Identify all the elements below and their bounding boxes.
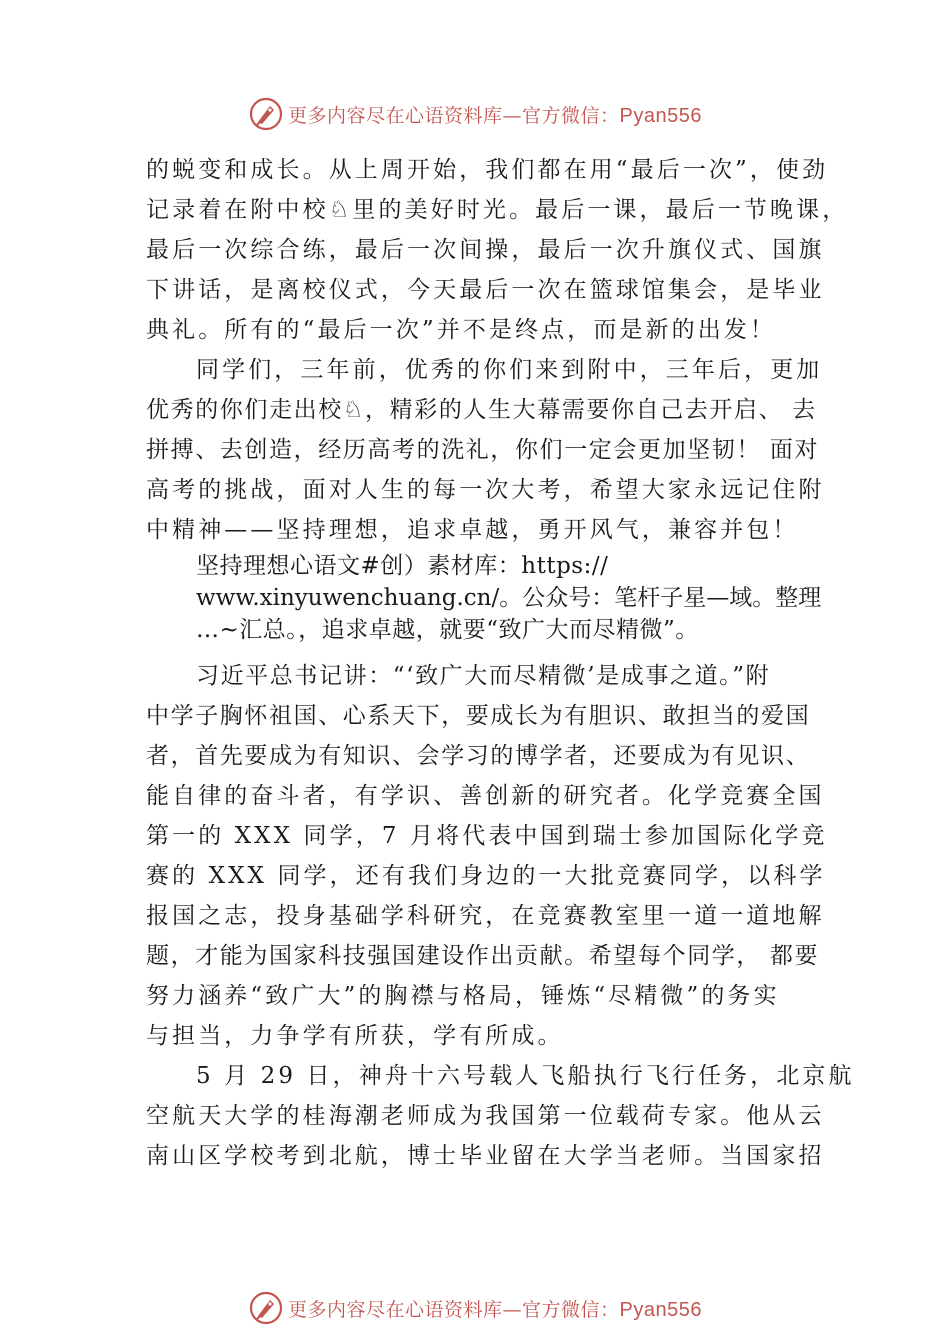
text-line: 报国之志，投身基础学科研究，在竞赛教室里一道一道地解 [146, 903, 825, 929]
text-line: 记录着在附中校♘里的美好时光。最后一课，最后一节晚课， [146, 197, 849, 223]
text-line: 赛的 XXX 同学，还有我们身边的一大批竞赛同学，以科学 [146, 863, 826, 889]
header-banner-text: 更多内容尽在心语资料库—官方微信：Pyan556 [288, 104, 702, 127]
text-line: 坚持理想心语文#创）素材库：https:// [196, 553, 609, 579]
text-line: 同学们，三年前，优秀的你们来到附中，三年后，更加 [196, 357, 823, 383]
text-line: 能自律的奋斗者，有学识、善创新的研究者。化学竞赛全国 [146, 783, 825, 809]
text-line: 努力涵养“致广大”的胸襟与格局，锤炼“尽精微”的务实 [146, 983, 780, 1009]
text-line: 中精神——坚持理想，追求卓越，勇开风气，兼容并包！ [146, 517, 799, 543]
text-line: 典礼。所有的“最后一次”并不是终点，而是新的出发！ [146, 317, 777, 343]
text-line: 空航天大学的桂海潮老师成为我国第一位载荷专家。他从云 [146, 1103, 825, 1129]
header-banner [0, 94, 950, 134]
text-line: 第一的 XXX 同学，7 月将代表中国到瑞士参加国际化学竞 [146, 823, 828, 849]
text-line: 题，才能为国家科技强国建设作出贡献。希望每个同学， 都要 [146, 943, 820, 969]
text-line: 优秀的你们走出校♘，精彩的人生大幕需要你自己去开启、 去 [146, 397, 817, 423]
text-line: 5 月 29 日，神舟十六号载人飞船执行飞行任务，北京航 [196, 1063, 855, 1089]
footer-banner [0, 1288, 950, 1328]
text-line: 拼搏、去创造，经历高考的洗礼，你们一定会更加坚韧！ 面对 [146, 437, 820, 463]
text-line: www.xinyuwenchuang.cn/。公众号：笔杆子星—域。整理 [196, 585, 822, 611]
pen-nib-logo-icon [248, 96, 284, 132]
text-line: 高考的挑战，面对人生的每一次大考，希望大家永远记住附 [146, 477, 825, 503]
pen-nib-logo-icon [248, 1290, 284, 1326]
text-line: 最后一次综合练，最后一次间操，最后一次升旗仪式、国旗 [146, 237, 825, 263]
text-line: 习近平总书记讲：“‘致广大而尽精微’是成事之道。”附 [196, 663, 771, 689]
text-line: 下讲话，是离校仪式，今天最后一次在篮球馆集会，是毕业 [146, 277, 825, 303]
footer-banner-text: 更多内容尽在心语资料库—官方微信：Pyan556 [288, 1298, 702, 1321]
text-line: 中学子胸怀祖国、心系天下，要成长为有胆识、敢担当的爱国 [146, 703, 811, 729]
text-line: …~汇总。，追求卓越，就要“致广大而尽精微”。 [196, 617, 699, 643]
document-body [146, 150, 855, 1176]
text-line: 的蜕变和成长。从上周开始，我们都在用“最后一次”，使劲 [146, 157, 829, 183]
text-line: 与担当，力争学有所获，学有所成。 [146, 1023, 564, 1049]
text-line: 南山区学校考到北航，博士毕业留在大学当老师。当国家招 [146, 1143, 825, 1169]
text-line: 者，首先要成为有知识、会学习的博学者，还要成为有见识、 [146, 743, 811, 769]
